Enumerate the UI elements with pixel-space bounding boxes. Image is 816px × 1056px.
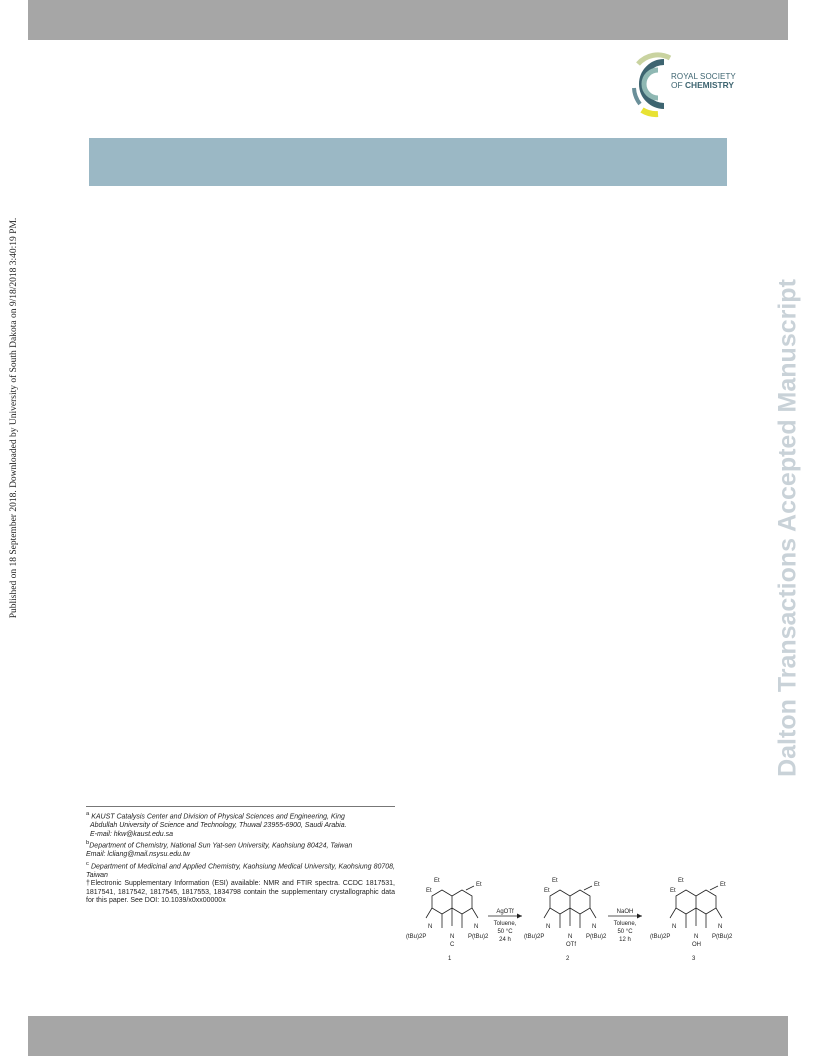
compound-1-n-center: N [450, 934, 455, 940]
compound-3-number: 3 [692, 956, 696, 962]
title-band [89, 138, 727, 186]
logo-line-2-bold: CHEMISTRY [684, 80, 734, 90]
compound-1-number: 1 [448, 956, 452, 962]
logo-wordmark [671, 72, 736, 90]
compound-2-left-group: (tBu)2P [524, 934, 545, 940]
watermark-text: Dalton Transactions Accepted Manuscript [773, 279, 802, 777]
compound-1-n-left: N [428, 924, 433, 930]
compound-1-bottom: C [450, 942, 455, 948]
arrow-2-time: 12 h [619, 937, 631, 943]
footnote-b [86, 839, 395, 860]
compound-2-number: 2 [566, 956, 570, 962]
rsc-logo-mark [628, 48, 676, 120]
footnote-a-line1: KAUST Catalysis Center and Division of Physical Sciences and Engineering, King [91, 813, 345, 821]
compound-3-right-group: P(tBu)2 [712, 934, 733, 940]
publication-note: Published on 18 September 2018. Downloaded by University of South Dakota on 9/18/2018 3:40:19 PM. [9, 217, 19, 619]
compound-2-bottom: OTf [566, 942, 576, 948]
footnote-c-marker: c [86, 860, 89, 867]
esi-note: †Electronic Supplementary Information (ESI) available: NMR and FTIR spectra. CCDC 1817531, 1817541, 1817542, 1817545, 1817553, 1834798 contain the supplementary crystallographic data for this paper. See DOI: 10.1039/x0xx00000x [86, 880, 395, 905]
arrow-1-solvent: Toluene, [493, 921, 517, 927]
arrow-1-reagent: AgOTf [496, 909, 514, 915]
compound-3-n-right: N [718, 924, 723, 930]
footnotes [86, 806, 395, 906]
footnote-a-line2: Abdullah University of Science and Technology, Thuwal 23955-6900, Saudi Arabia. [90, 821, 347, 829]
logo-line-1: ROYAL SOCIETY [671, 72, 736, 81]
arrow-1-time: 24 h [499, 937, 511, 943]
footnote-a-email: E-mail: hkw@kaust.edu.sa [90, 830, 173, 838]
compound-1-right-group: P(tBu)2 [468, 934, 489, 940]
compound-1 [406, 878, 489, 962]
compound-3-sub-3: Et [720, 882, 726, 888]
compound-3-n-center: N [694, 934, 699, 940]
compound-1-sub-1: Et [434, 878, 440, 884]
compound-3-sub-1: Et [678, 878, 684, 884]
arrow-2-solvent: Toluene, [613, 921, 637, 927]
compound-3-n-left: N [672, 924, 677, 930]
header-bar [28, 0, 788, 40]
reaction-arrow-2 [608, 909, 642, 943]
compound-1-sub-3: Et [476, 882, 482, 888]
footnote-c [86, 860, 395, 881]
reaction-arrow-1 [488, 909, 522, 943]
footer-bar [28, 1016, 788, 1056]
arrow-2-temp: 50 °C [617, 929, 633, 935]
compound-3-bottom: OH [692, 942, 701, 948]
arrow-2-reagent: NaOH [616, 909, 634, 915]
rsc-logo [628, 48, 738, 120]
compound-2-right-group: P(tBu)2 [586, 934, 607, 940]
compound-3-sub-2: Et [670, 888, 676, 894]
compound-2 [524, 878, 607, 962]
logo-line-2-prefix: OF [671, 80, 683, 90]
compound-3-left-group: (tBu)2P [650, 934, 671, 940]
compound-2-sub-2: Et [544, 888, 550, 894]
compound-1-left-group: (tBu)2P [406, 934, 427, 940]
arrow-1-temp: 50 °C [497, 929, 513, 935]
compound-2-sub-3: Et [594, 882, 600, 888]
footnote-b-marker: b [86, 840, 90, 847]
footnote-rule [86, 806, 395, 807]
logo-line-2 [671, 81, 736, 90]
footnote-c-line1: Department of Medicinal and Applied Chemistry, Kaohsiung Medical University, Kaohsiung 80708, Taiwan [86, 862, 395, 879]
footnote-esi [86, 880, 395, 906]
compound-2-n-right: N [592, 924, 597, 930]
footnote-a [86, 810, 395, 839]
footnote-a-marker: a [86, 811, 90, 817]
compound-1-n-right: N [474, 924, 479, 930]
compound-2-n-center: N [568, 934, 573, 940]
compound-2-n-left: N [546, 924, 551, 930]
footnote-b-line1: Department of Chemistry, National Sun Yat-sen University, Kaohsiung 80424, Taiwan [89, 842, 353, 850]
compound-1-sub-2: Et [426, 888, 432, 894]
footnote-b-email: Email: lcliang@mail.nsysu.edu.tw [86, 851, 190, 859]
reaction-scheme [404, 868, 764, 968]
compound-3 [650, 878, 733, 962]
compound-2-sub-1: Et [552, 878, 558, 884]
